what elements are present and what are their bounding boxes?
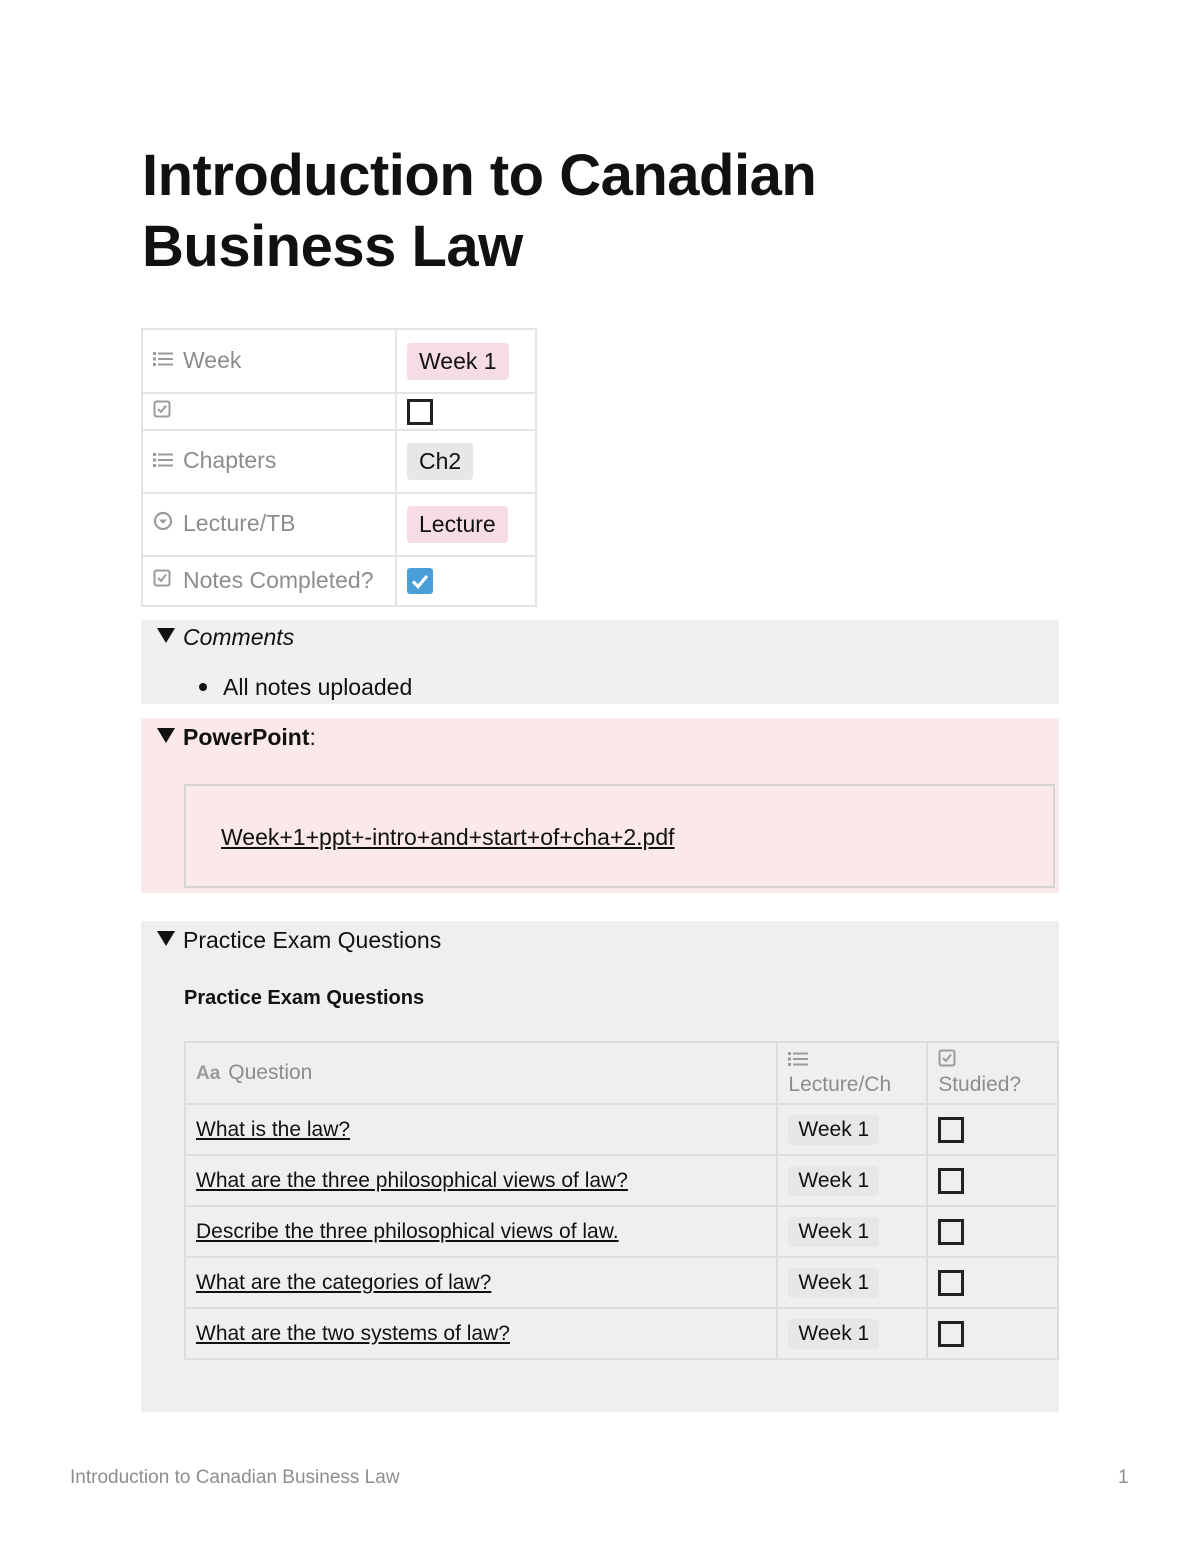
select-icon: [153, 510, 173, 537]
powerpoint-toggle-header[interactable]: [157, 724, 316, 751]
list-icon: [153, 346, 173, 373]
bullet-icon: [199, 683, 207, 691]
file-embed[interactable]: [184, 784, 1055, 888]
pdf-file-link[interactable]: Week+1+ppt+-intro+and+start+of+cha+2.pdf: [221, 824, 675, 850]
property-label-cell: [142, 329, 396, 393]
powerpoint-title: PowerPoint: [183, 724, 310, 750]
list-icon: [788, 1049, 916, 1069]
property-week: [142, 329, 536, 393]
property-label-week: Week: [183, 346, 242, 373]
powerpoint-title-suffix: :: [309, 724, 316, 750]
table-row: [185, 1104, 1058, 1155]
property-checkbox: [142, 393, 536, 430]
property-lecture-tb: [142, 493, 536, 556]
chapter-tag[interactable]: Ch2: [407, 443, 473, 480]
table-row: [185, 1155, 1058, 1206]
page-number: 1: [1118, 1467, 1129, 1488]
property-label-cell: [142, 493, 396, 556]
column-header-studied[interactable]: [927, 1042, 1058, 1104]
property-label-chapters: Chapters: [183, 447, 277, 474]
week-tag[interactable]: Week 1: [788, 1268, 879, 1298]
week-tag[interactable]: Week 1: [788, 1115, 879, 1145]
question-cell: [185, 1206, 777, 1257]
column-label: Question: [228, 1061, 313, 1084]
list-icon: [153, 447, 173, 474]
table-row: [185, 1206, 1058, 1257]
question-cell: [185, 1257, 777, 1308]
toggle-triangle-icon[interactable]: [157, 728, 175, 743]
question-link[interactable]: Describe the three philosophical views of law.: [196, 1219, 619, 1243]
week-tag[interactable]: Week 1: [788, 1217, 879, 1247]
checked-checkbox[interactable]: [407, 568, 433, 594]
questions-table: [184, 1041, 1059, 1360]
comment-text: All notes uploaded: [223, 674, 413, 700]
question-cell: [185, 1155, 777, 1206]
studied-checkbox[interactable]: [938, 1117, 964, 1143]
column-label: Studied?: [938, 1073, 1022, 1096]
practice-title: Practice Exam Questions: [183, 927, 442, 953]
property-label-cell: [142, 556, 396, 606]
property-label-cell: [142, 393, 396, 430]
database-title: Practice Exam Questions: [184, 987, 425, 1009]
lecture-cell: [777, 1104, 927, 1155]
question-link[interactable]: What are the three philosophical views of law?: [196, 1168, 628, 1192]
lecture-cell: [777, 1206, 927, 1257]
lecture-cell: [777, 1308, 927, 1359]
properties-table: [141, 328, 537, 607]
week-tag[interactable]: Week 1: [407, 343, 509, 380]
toggle-triangle-icon[interactable]: [157, 628, 175, 643]
question-cell: [185, 1308, 777, 1359]
footer-title: Introduction to Canadian Business Law: [70, 1467, 400, 1488]
property-value-cell[interactable]: [396, 430, 536, 493]
powerpoint-toggle: [141, 718, 1059, 893]
question-link[interactable]: What is the law?: [196, 1117, 351, 1141]
question-link[interactable]: What are the categories of law?: [196, 1270, 492, 1294]
property-chapters: [142, 430, 536, 493]
lecture-cell: [777, 1257, 927, 1308]
property-value-cell[interactable]: [396, 493, 536, 556]
property-label-lecture-tb: Lecture/TB: [183, 510, 296, 537]
lecture-tag[interactable]: Lecture: [407, 506, 508, 543]
question-link[interactable]: What are the two systems of law?: [196, 1321, 510, 1345]
property-value-cell[interactable]: [396, 329, 536, 393]
studied-cell: [927, 1206, 1058, 1257]
studied-cell: [927, 1155, 1058, 1206]
lecture-cell: [777, 1155, 927, 1206]
checkmark-icon: [407, 568, 433, 594]
property-notes-completed: [142, 556, 536, 606]
studied-cell: [927, 1257, 1058, 1308]
studied-checkbox[interactable]: [938, 1270, 964, 1296]
unchecked-checkbox[interactable]: [407, 399, 433, 425]
week-tag[interactable]: Week 1: [788, 1166, 879, 1196]
studied-cell: [927, 1104, 1058, 1155]
toggle-triangle-icon[interactable]: [157, 931, 175, 946]
week-tag[interactable]: Week 1: [788, 1319, 879, 1349]
question-cell: [185, 1104, 777, 1155]
studied-checkbox[interactable]: [938, 1321, 964, 1347]
comments-title: Comments: [183, 624, 295, 650]
property-value-cell[interactable]: [396, 556, 536, 606]
page-title: Introduction to Canadian Business Law: [142, 143, 817, 279]
studied-cell: [927, 1308, 1058, 1359]
list-item: [199, 674, 412, 701]
column-header-lecture[interactable]: [777, 1042, 927, 1104]
comments-toggle: [141, 620, 1059, 704]
text-property-icon: Aa: [196, 1063, 221, 1084]
studied-checkbox[interactable]: [938, 1219, 964, 1245]
practice-toggle: [141, 921, 1059, 1412]
practice-toggle-header[interactable]: [157, 927, 441, 954]
checkbox-icon: [153, 397, 173, 424]
column-header-question[interactable]: [185, 1042, 777, 1104]
table-row: [185, 1257, 1058, 1308]
comments-toggle-header[interactable]: [157, 624, 294, 651]
table-header-row: [185, 1042, 1058, 1104]
checkbox-icon: [153, 566, 173, 593]
property-value-cell[interactable]: [396, 393, 536, 430]
column-label: Lecture/Ch: [788, 1073, 892, 1096]
property-label-cell: [142, 430, 396, 493]
table-row: [185, 1308, 1058, 1359]
checkbox-icon: [938, 1049, 1047, 1069]
studied-checkbox[interactable]: [938, 1168, 964, 1194]
property-label-notes-completed: Notes Completed?: [183, 566, 374, 593]
